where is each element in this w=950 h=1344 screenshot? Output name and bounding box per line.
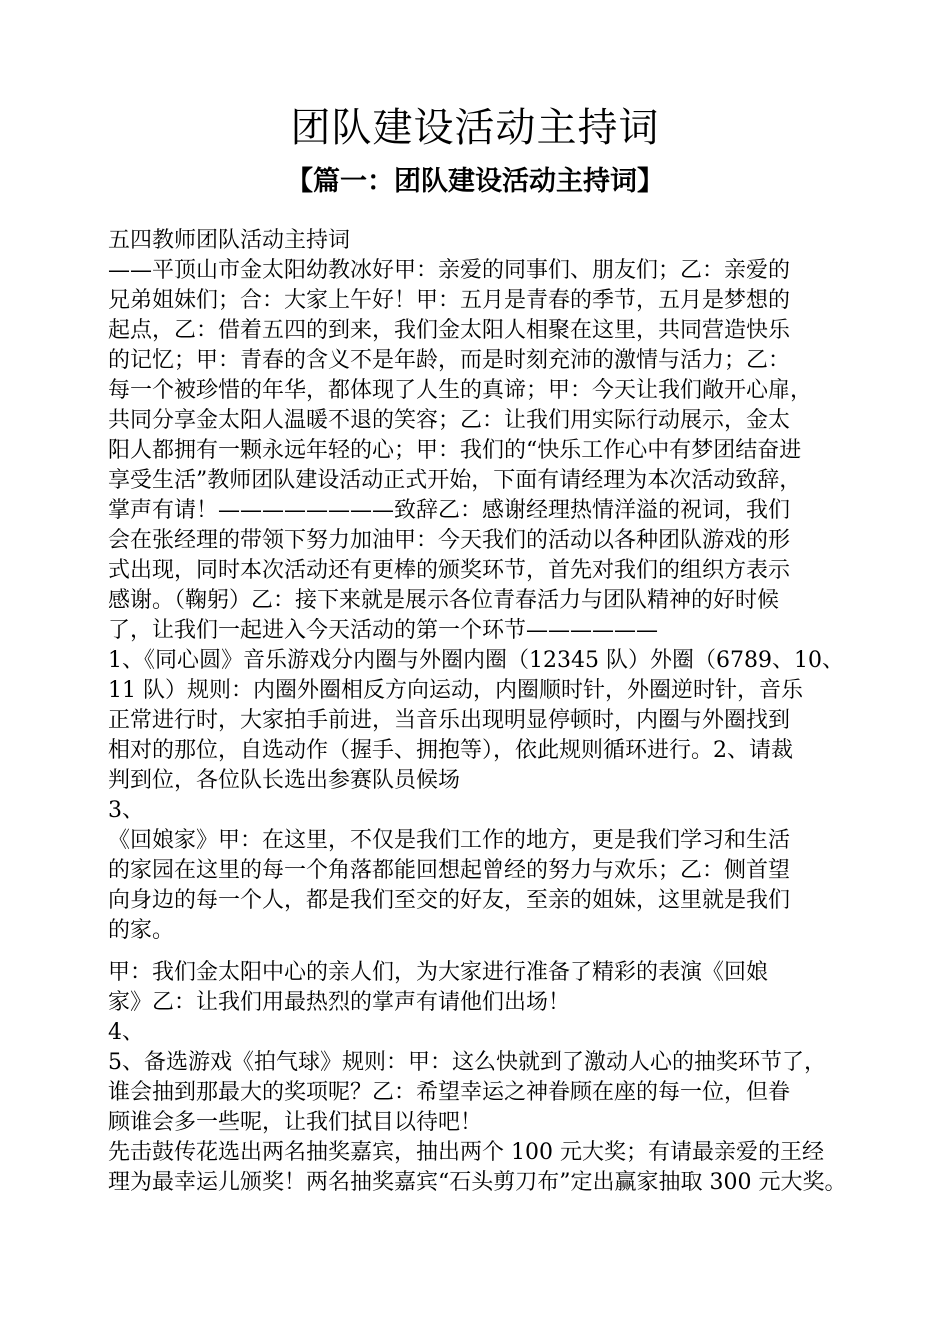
text-line: 甲：我们金太阳中心的亲人们，为大家进行准备了精彩的表演《回娘 — [108, 960, 769, 985]
text-line: 阳人都拥有一颗永远年轻的心；甲：我们的“快乐工作心中有梦团结奋进 — [108, 438, 802, 463]
text-line: 3、 — [108, 798, 144, 823]
text-line: 兄弟姐妹们；合：大家上午好！甲：五月是青春的季节，五月是梦想的 — [108, 288, 791, 313]
text-line: 每一个被珍惜的年华，都体现了人生的真谛；甲：今天让我们敞开心扉， — [108, 378, 813, 403]
text-line: ——平顶山市金太阳幼教冰好甲：亲爱的同事们、朋友们；乙：亲爱的 — [108, 258, 791, 283]
document-title: 团队建设活动主持词 — [290, 105, 660, 151]
text-line: 享受生活”教师团队建设活动正式开始，下面有请经理为本次活动致辞， — [108, 468, 802, 493]
text-line: 感谢。（鞠躬）乙：接下来就是展示各位青春活力与团队精神的好时候 — [108, 588, 780, 613]
section-heading: 【篇一：团队建设活动主持词】 — [286, 166, 664, 197]
text-line: 共同分享金太阳人温暖不退的笑容；乙：让我们用实际行动展示，金太 — [108, 408, 791, 433]
text-line: 4、 — [108, 1020, 144, 1045]
text-line: 11 队）规则：内圈外圈相反方向运动，内圈顺时针，外圈逆时针，音乐 — [108, 678, 803, 703]
text-line: 先击鼓传花选出两名抽奖嘉宾，抽出两个 100 元大奖；有请最亲爱的王经 — [108, 1140, 824, 1165]
text-line: 会在张经理的带领下努力加油甲：今天我们的活动以各种团队游戏的形 — [108, 528, 791, 553]
text-line: 式出现，同时本次活动还有更棒的颁奖环节，首先对我们的组织方表示 — [108, 558, 791, 583]
text-line: 掌声有请！————————致辞乙：感谢经理热情洋溢的祝词，我们 — [108, 498, 791, 523]
text-line: 《回娘家》甲：在这里，不仅是我们工作的地方，更是我们学习和生活 — [108, 828, 791, 853]
text-line: 的记忆；甲：青春的含义不是年龄，而是时刻充沛的激情与活力；乙： — [108, 348, 791, 373]
text-line: 谁会抽到那最大的奖项呢？乙：希望幸运之神眷顾在座的每一位，但眷 — [108, 1080, 791, 1105]
text-line: 的家。 — [108, 918, 175, 943]
text-line: 的家园在这里的每一个角落都能回想起曾经的努力与欢乐；乙：侧首望 — [108, 858, 791, 883]
text-line: 5、备选游戏《拍气球》规则：甲：这么快就到了激动人心的抽奖环节了， — [108, 1050, 826, 1075]
text-line: 相对的那位，自选动作（握手、拥抱等），依此规则循环进行。2、请裁 — [108, 738, 793, 763]
text-line: 起点，乙：借着五四的到来，我们金太阳人相聚在这里，共同营造快乐 — [108, 318, 791, 343]
text-line: 向身边的每一个人，都是我们至交的好友，至亲的姐妹，这里就是我们 — [108, 888, 791, 913]
text-line: 了，让我们一起进入今天活动的第一个环节—————— — [108, 618, 659, 643]
text-line: 判到位，各位队长选出参赛队员候场 — [108, 768, 461, 793]
text-line: 顾谁会多一些呢，让我们拭目以待吧！ — [108, 1110, 483, 1135]
text-line: 理为最幸运儿颁奖！两名抽奖嘉宾“石头剪刀布”定出赢家抽取 300 元大奖。 — [108, 1170, 847, 1195]
text-line: 家》乙：让我们用最热烈的掌声有请他们出场！ — [108, 990, 571, 1015]
text-line: 正常进行时，大家拍手前进，当音乐出现明显停顿时，内圈与外圈找到 — [108, 708, 791, 733]
text-line: 五四教师团队活动主持词 — [108, 228, 351, 253]
body-text — [108, 226, 868, 1198]
text-line: 1、《同心圆》音乐游戏分内圈与外圈内圈（12345 队）外圈（6789、10、 — [108, 648, 844, 673]
